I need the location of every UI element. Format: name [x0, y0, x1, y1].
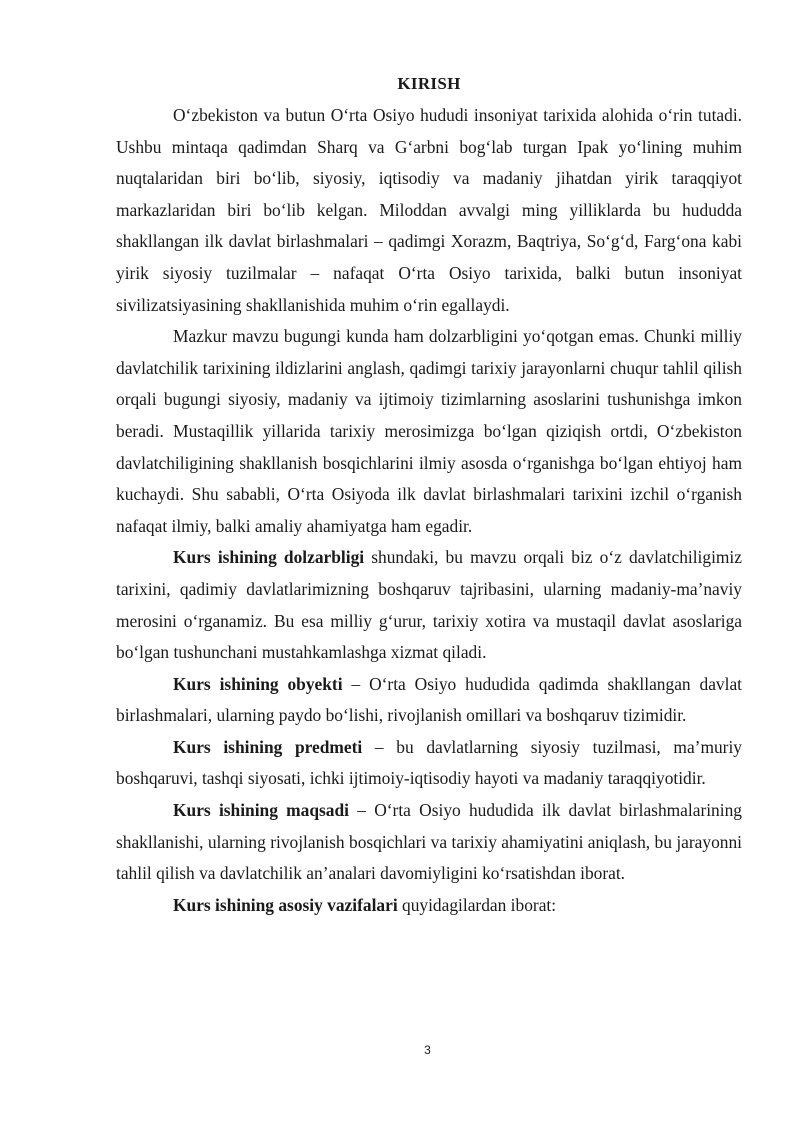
relevance-paragraph: [116, 542, 742, 668]
paragraph-lead: Kurs ishining obyekti: [173, 673, 343, 694]
paragraph-text: Mazkur mavzu bugungi kunda ham dolzarbligini yo‘qotgan emas. Chunki milliy davlatchilik tarixining ildizlarini anglash, qadimgi tarixiy jarayonlarni chuqur tahlil qilish orqali bugungi siyosiy, madaniy va ijtimoiy tizimlarning asoslarini tushunishga imkon beradi. Mustaqillik yillarida tarixiy merosimizga bo‘lgan qiziqish ortdi, O‘zbekiston davlatchiligining shakllanish bosqichlarini ilmiy asosda o‘rganishga bo‘lgan ehtiyoj ham kuchaydi. Shu sababli, O‘rta Osiyoda ilk davlat birlashmalari tarixini izchil o‘rganish nafaqat ilmiy, balki amaliy ahamiyatga ham egadir.: [116, 326, 742, 536]
paragraph-text: shundaki, bu mavzu orqali biz o‘z davlatchiligimiz tarixini, qadimiy davlatlarimizning boshqaruv tajribasini, ularning madaniy-ma’naviy merosini o‘rganamiz. Bu esa milliy g‘urur, tarixiy xotira va mustaqil davlat asoslariga bo‘lgan tushunchani mustahkamlashga xizmat qiladi.: [116, 547, 742, 663]
subject-paragraph: [116, 732, 742, 795]
paragraph-lead: Kurs ishining maqsadi: [173, 800, 349, 821]
paragraph-lead: Kurs ishining predmeti: [173, 736, 363, 757]
intro-paragraph-2: [116, 321, 742, 542]
document-page: [116, 74, 742, 921]
tasks-paragraph: [116, 890, 742, 922]
paragraph-lead: Kurs ishining asosiy vazifalari: [173, 894, 398, 915]
section-title: KIRISH: [397, 74, 461, 93]
paragraph-text: – O‘rta Osiyo hududida qadimda shakllangan davlat birlashmalari, ularning paydo bo‘lishi, rivojlanish omillari va boshqaruv tizimidir.: [116, 673, 743, 726]
object-paragraph: [116, 669, 742, 732]
paragraph-lead: Kurs ishining dolzarbligi: [173, 547, 365, 568]
paragraph-text: – O‘rta Osiyo hududida ilk davlat birlashmalarining shakllanishi, ularning rivojlanish bosqichlari va tarixiy ahamiyatini aniqlash, bu jarayonni tahlil qilish va davlatchilik an’analari davomiyligini ko‘rsatishdan iborat.: [116, 800, 742, 884]
page-number: 3: [424, 1043, 431, 1057]
paragraph-text: quyidagilardan iborat:: [397, 894, 557, 915]
paragraph-text: – bu davlatlarning siyosiy tuzilmasi, ma’muriy boshqaruvi, tashqi siyosati, ichki ijtimoiy-iqtisodiy hayoti va madaniy taraqqiyotidir.: [116, 736, 742, 789]
goal-paragraph: [116, 795, 742, 890]
paragraph-text: O‘zbekiston va butun O‘rta Osiyo hududi insoniyat tarixida alohida o‘rin tutadi. Ushbu mintaqa qadimdan Sharq va G‘arbni bog‘lab turgan Ipak yo‘lining muhim nuqtalaridan biri bo‘lib, siyosiy, iqtisodiy va madaniy jihatdan yirik taraqqiyot markazlaridan biri bo‘lib kelgan. Miloddan avvalgi ming yilliklarda bu hududda shakllangan ilk davlat birlashmalari – qadimgi Xorazm, Baqtriya, So‘g‘d, Farg‘ona kabi yirik siyosiy tuzilmalar – nafaqat O‘rta Osiyo tarixida, balki butun insoniyat sivilizatsiyasining shakllanishida muhim o‘rin egallaydi.: [116, 105, 742, 315]
intro-paragraph-1: [116, 100, 742, 321]
